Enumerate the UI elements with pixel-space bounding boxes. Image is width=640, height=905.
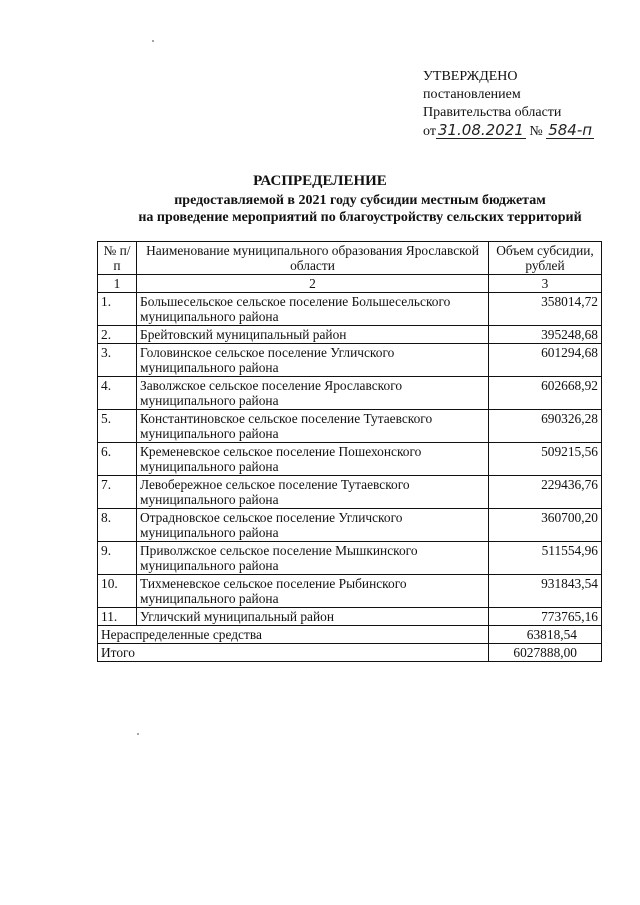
row-number: 6. bbox=[98, 443, 137, 476]
row-sum: 601294,68 bbox=[489, 344, 602, 377]
approval-line-3: Правительства области bbox=[423, 105, 562, 120]
row-name: Приволжское сельское поселение Мышкинского муниципального района bbox=[137, 542, 489, 575]
row-name: Левобережное сельское поселение Тутаевского муниципального района bbox=[137, 476, 489, 509]
header-number: № п/п bbox=[98, 242, 137, 275]
total-row bbox=[98, 644, 602, 662]
row-sum: 602668,92 bbox=[489, 377, 602, 410]
distribution-table bbox=[97, 241, 602, 662]
table-row bbox=[98, 344, 602, 377]
header-name: Наименование муниципального образования Ярославской области bbox=[137, 242, 489, 275]
row-name: Тихменевское сельское поселение Рыбинского муниципального района bbox=[137, 575, 489, 608]
row-name: Брейтовский муниципальный район bbox=[137, 326, 489, 344]
table-row bbox=[98, 443, 602, 476]
column-index: 1 bbox=[98, 275, 137, 293]
row-sum: 509215,56 bbox=[489, 443, 602, 476]
total-sum: 6027888,00 bbox=[489, 644, 602, 662]
row-number: 1. bbox=[98, 293, 137, 326]
table-row bbox=[98, 542, 602, 575]
column-index-row bbox=[98, 275, 602, 293]
column-index: 3 bbox=[489, 275, 602, 293]
date-prefix: от bbox=[423, 124, 436, 139]
row-name: Кременевское сельское поселение Пошехонского муниципального района bbox=[137, 443, 489, 476]
column-index: 2 bbox=[137, 275, 489, 293]
row-number: 8. bbox=[98, 509, 137, 542]
row-sum: 395248,68 bbox=[489, 326, 602, 344]
row-number: 5. bbox=[98, 410, 137, 443]
document-subtitle bbox=[60, 192, 640, 226]
subtitle-line-2: на проведение мероприятий по благоустройству сельских территорий bbox=[138, 210, 582, 225]
row-number: 11. bbox=[98, 608, 137, 626]
row-sum: 358014,72 bbox=[489, 293, 602, 326]
number-prefix: № bbox=[529, 124, 543, 139]
row-sum: 931843,54 bbox=[489, 575, 602, 608]
approval-block bbox=[423, 68, 594, 141]
document-title: РАСПРЕДЕЛЕНИЕ bbox=[253, 173, 387, 189]
row-name: Константиновское сельское поселение Тутаевского муниципального района bbox=[137, 410, 489, 443]
row-name: Угличский муниципальный район bbox=[137, 608, 489, 626]
table-row bbox=[98, 293, 602, 326]
row-number: 2. bbox=[98, 326, 137, 344]
row-number: 3. bbox=[98, 344, 137, 377]
row-number: 4. bbox=[98, 377, 137, 410]
handwritten-date: 31.08.2021 bbox=[437, 121, 524, 139]
total-label: Итого bbox=[98, 644, 489, 662]
approval-date-line bbox=[423, 122, 594, 141]
row-name: Большесельское сельское поселение Большесельского муниципального района bbox=[137, 293, 489, 326]
undistributed-label: Нераспределенные средства bbox=[98, 626, 489, 644]
row-name: Заволжское сельское поселение Ярославского муниципального района bbox=[137, 377, 489, 410]
row-number: 9. bbox=[98, 542, 137, 575]
approval-line-2: постановлением bbox=[423, 87, 521, 102]
row-sum: 773765,16 bbox=[489, 608, 602, 626]
header-sum: Объем субсидии, рублей bbox=[489, 242, 602, 275]
scan-speck bbox=[137, 733, 139, 735]
table-row bbox=[98, 575, 602, 608]
row-sum: 511554,96 bbox=[489, 542, 602, 575]
row-number: 10. bbox=[98, 575, 137, 608]
subtitle-line-1: предоставляемой в 2021 году субсидии местным бюджетам bbox=[174, 193, 546, 208]
row-name: Отрадновское сельское поселение Угличского муниципального района bbox=[137, 509, 489, 542]
row-name: Головинское сельское поселение Угличского муниципального района bbox=[137, 344, 489, 377]
undistributed-sum: 63818,54 bbox=[489, 626, 602, 644]
undistributed-row bbox=[98, 626, 602, 644]
table-row bbox=[98, 509, 602, 542]
approval-heading: УТВЕРЖДЕНО bbox=[423, 69, 518, 84]
row-sum: 360700,20 bbox=[489, 509, 602, 542]
table-row bbox=[98, 410, 602, 443]
handwritten-number: 584-п bbox=[548, 121, 593, 139]
table-row bbox=[98, 476, 602, 509]
table-header-row bbox=[98, 242, 602, 275]
scan-speck bbox=[152, 40, 154, 42]
table-row bbox=[98, 326, 602, 344]
row-number: 7. bbox=[98, 476, 137, 509]
table-row bbox=[98, 608, 602, 626]
row-sum: 690326,28 bbox=[489, 410, 602, 443]
table-row bbox=[98, 377, 602, 410]
row-sum: 229436,76 bbox=[489, 476, 602, 509]
